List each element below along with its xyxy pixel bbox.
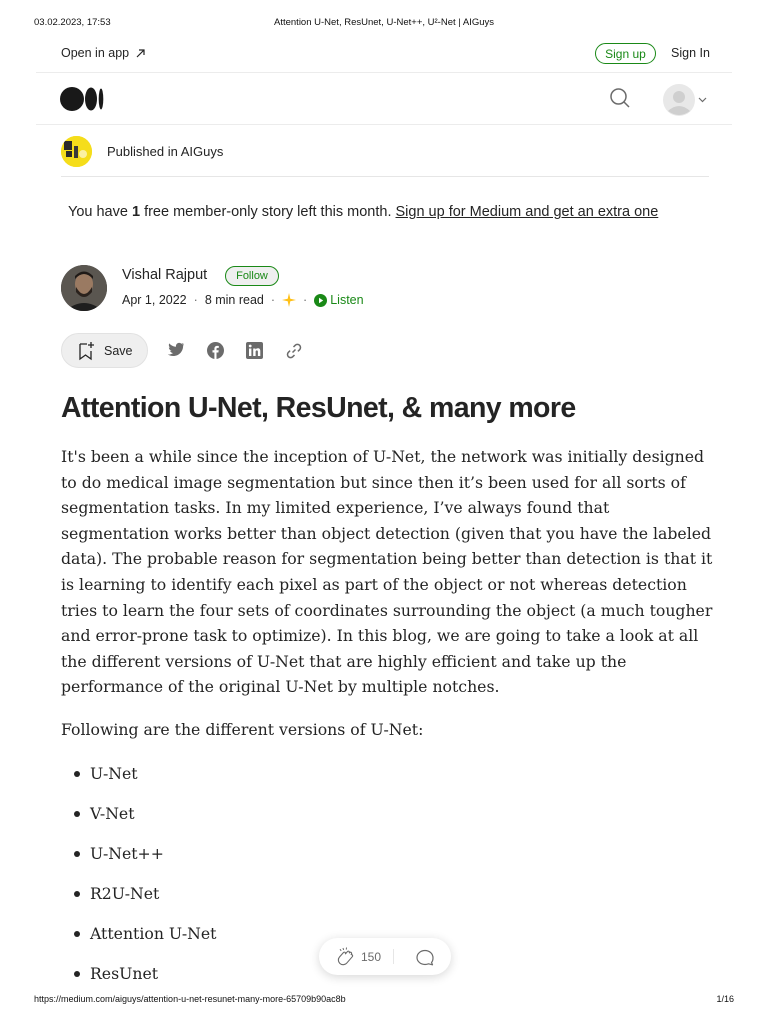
- medium-logo-icon[interactable]: [60, 87, 104, 111]
- linkedin-icon[interactable]: [246, 342, 263, 359]
- list-item: ResUnet: [90, 961, 216, 1001]
- author-photo-icon: [61, 265, 107, 311]
- print-page-number: 1/16: [716, 994, 734, 1004]
- article-paragraph: It's been a while since the inception of U-Net, the network was initially designed to do medical image segmentation but since then it’s been used for all sorts of segmentation tasks. In my limited experience, I’ve always found that segmentation works better than object detection (given that you have the labeled data). The probable reason for segmentation being better than detection is that it is learning to identify each pixel as part of the object or not whereas detection tries to learn the four sets of coordinates surrounding the object (a much tougher and error-prone task to optimize). In this blog, we are going to take a look at all the different versions of U-Net that are highly efficient and take up the performance of the original U-Net by multiple notches.: [61, 447, 713, 697]
- sign-in-link[interactable]: Sign In: [671, 46, 710, 60]
- arrow-up-right-icon: [135, 48, 146, 59]
- floating-action-bar: [319, 938, 451, 975]
- listen-label: Listen: [330, 293, 364, 307]
- divider: [393, 949, 394, 964]
- print-header: [34, 17, 734, 31]
- member-star-icon: [282, 293, 296, 307]
- follow-button[interactable]: Follow: [225, 266, 279, 286]
- clap-count: 150: [361, 950, 382, 964]
- chevron-down-icon: [698, 97, 707, 103]
- list-item: R2U-Net: [90, 881, 216, 921]
- member-note-prefix: You have: [68, 204, 132, 220]
- search-icon[interactable]: [609, 87, 631, 109]
- user-avatar-icon: [663, 84, 695, 116]
- read-time: 8 min read: [204, 293, 264, 307]
- print-page-title: Attention U-Net, ResUnet, U-Net++, U²-Net | AIGuys: [274, 17, 494, 28]
- publication-bar: [61, 134, 709, 177]
- list-item: U-Net: [90, 761, 216, 801]
- member-note-middle: free member-only story left this month.: [140, 204, 396, 220]
- published-in-label[interactable]: Published in AIGuys: [107, 144, 224, 159]
- article-title: Attention U-Net, ResUnet, & many more: [61, 392, 576, 424]
- unet-versions-list: [90, 761, 216, 1001]
- print-datetime: 03.02.2023, 17:53: [34, 17, 111, 28]
- article-meta: [122, 293, 364, 307]
- listen-button[interactable]: [314, 293, 363, 307]
- open-in-app-link[interactable]: [61, 46, 146, 60]
- save-button[interactable]: [61, 333, 148, 368]
- clap-icon[interactable]: [334, 946, 356, 968]
- author-name[interactable]: Vishal Rajput: [122, 267, 208, 283]
- bookmark-add-icon: [76, 341, 96, 361]
- list-item: Attention U-Net: [90, 921, 216, 961]
- save-label: Save: [104, 343, 133, 358]
- aiguys-logo[interactable]: [61, 136, 92, 167]
- meta-separator: ·: [193, 293, 198, 307]
- article-paragraph: Following are the different versions of U-Net:: [61, 720, 424, 739]
- aiguys-logo-icon: [61, 136, 92, 167]
- list-item: U-Net++: [90, 841, 216, 881]
- member-signup-link[interactable]: Sign up for Medium and get an extra one: [395, 204, 659, 220]
- article-actions: [61, 333, 321, 368]
- author-block: [61, 265, 481, 315]
- print-url: https://medium.com/aiguys/attention-u-net-resunet-many-more-65709b90ac8b: [34, 994, 346, 1004]
- user-menu[interactable]: [663, 84, 707, 116]
- play-icon: [314, 294, 327, 307]
- meta-separator: ·: [270, 293, 276, 307]
- facebook-icon[interactable]: [207, 342, 224, 359]
- list-item: V-Net: [90, 801, 216, 841]
- meta-separator: ·: [303, 293, 308, 307]
- open-in-app-label: Open in app: [61, 46, 130, 60]
- twitter-icon[interactable]: [167, 342, 185, 358]
- member-note-count: 1: [131, 204, 141, 220]
- top-bar: [36, 36, 732, 73]
- print-footer: [34, 994, 734, 1008]
- sign-up-button[interactable]: Sign up: [595, 43, 656, 64]
- nav-bar: [36, 74, 732, 125]
- author-avatar[interactable]: [61, 265, 107, 311]
- publish-date: Apr 1, 2022: [122, 293, 187, 307]
- member-story-notice: [68, 204, 658, 220]
- comment-icon[interactable]: [416, 948, 434, 966]
- copy-link-icon[interactable]: [285, 342, 303, 360]
